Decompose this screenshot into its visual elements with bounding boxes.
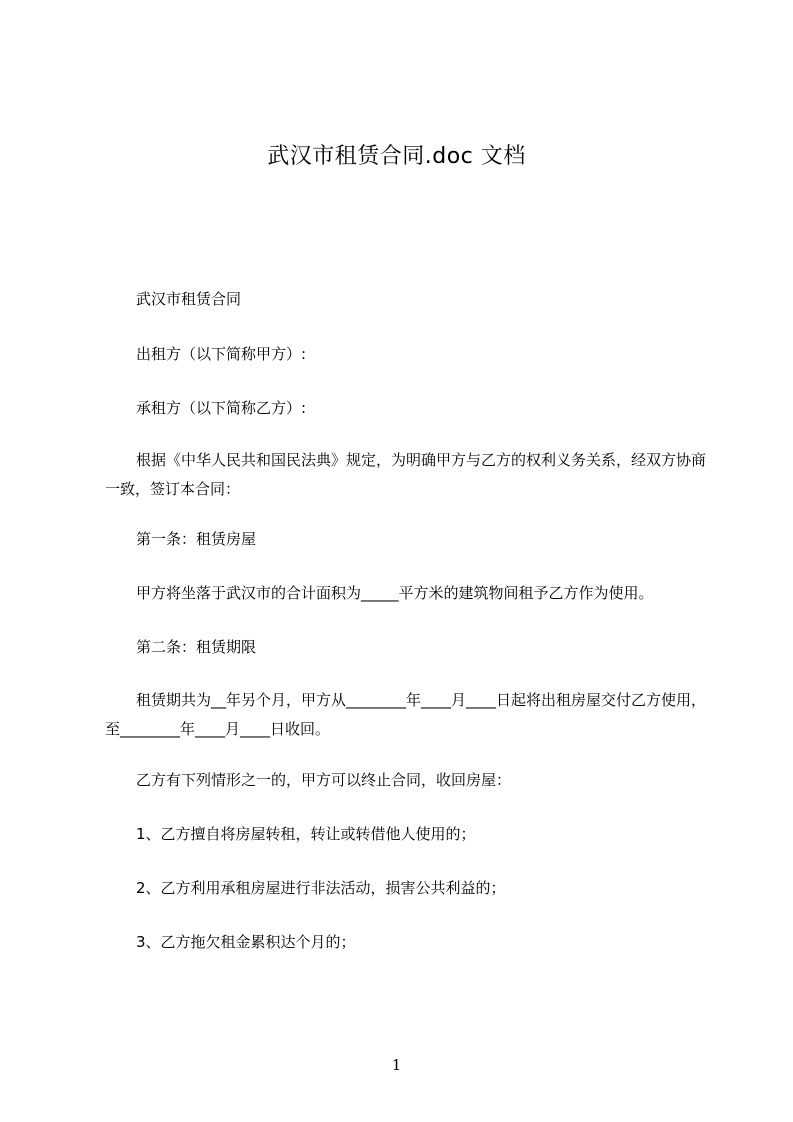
paragraph-article-1-heading: 第一条：租赁房屋 xyxy=(136,530,257,548)
paragraph-article-2-body: 租赁期共为__年另个月，甲方从________年____月____日起将出租房屋交付乙方使用，至________年____月____日收回。 xyxy=(105,691,707,738)
paragraph-article-1-body: 甲方将坐落于武汉市的合计面积为_____平方米的建筑物间租予乙方作为使用。 xyxy=(136,584,654,602)
paragraph-termination-item-2: 2、乙方利用承租房屋进行非法活动，损害公共利益的； xyxy=(136,879,506,897)
paragraph-preamble: 根据《中华人民共和国民法典》规定，为明确甲方与乙方的权利义务关系，经双方协商一致，签订本合同： xyxy=(105,451,707,498)
document-title: 武汉市租赁合同.doc 文档 xyxy=(267,144,526,169)
paragraph-article-2-heading: 第二条：租赁期限 xyxy=(136,638,257,656)
paragraph-lessee: 承租方（以下简称乙方）: xyxy=(136,399,307,417)
paragraph-termination-item-3: 3、乙方拖欠租金累积达个月的； xyxy=(136,933,356,951)
paragraph-termination-item-1: 1、乙方擅自将房屋转租，转让或转借他人使用的； xyxy=(136,825,476,843)
paragraph-termination-intro: 乙方有下列情形之一的，甲方可以终止合同，收回房屋： xyxy=(136,771,512,789)
page-number: 1 xyxy=(391,1056,402,1074)
paragraph-lessor: 出租方（以下简称甲方）: xyxy=(136,345,307,363)
paragraph-contract-name: 武汉市租赁合同 xyxy=(136,290,242,308)
